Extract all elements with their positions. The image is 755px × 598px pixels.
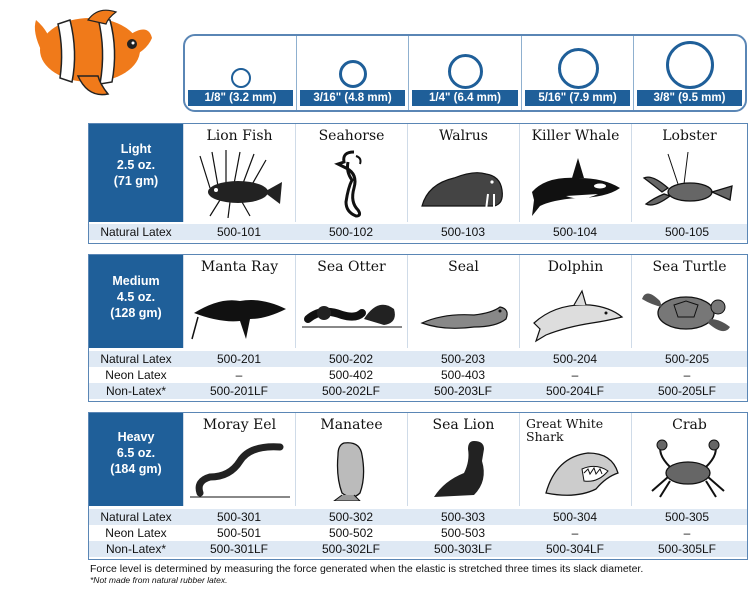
row-label: Natural Latex (100, 225, 172, 239)
lion-fish-icon (190, 148, 290, 218)
manatee-icon (302, 437, 402, 501)
row-label: Neon Latex (105, 526, 167, 540)
size-cell (409, 36, 522, 110)
animal-name: Great White Shark (526, 416, 604, 444)
sea-lion-icon (414, 437, 514, 501)
size-cell (297, 36, 409, 110)
force-level-weight: 2.5 oz. (116, 158, 156, 172)
table-row (89, 509, 747, 525)
animal-column (631, 413, 747, 506)
size-cell (634, 36, 745, 110)
product-code: 500-205 (664, 352, 710, 366)
table-row (89, 383, 747, 399)
size-label: 5/16" (7.9 mm) (525, 90, 630, 106)
manta-ray-icon (190, 279, 290, 343)
product-code: 500-202LF (321, 384, 381, 398)
table-row (89, 351, 747, 367)
table-row (89, 525, 747, 541)
product-code: 500-201LF (209, 384, 269, 398)
animal-name: Killer Whale (531, 128, 620, 144)
product-code: 500-201 (216, 352, 262, 366)
product-code: 500-203LF (433, 384, 493, 398)
product-code: 500-105 (664, 225, 710, 239)
product-code: 500-403 (440, 368, 486, 382)
product-code: 500-304LF (545, 542, 605, 556)
force-level-name: Light (120, 142, 152, 156)
animal-name: Sea Turtle (652, 259, 727, 275)
product-code: 500-302LF (321, 542, 381, 556)
crab-icon (638, 437, 738, 501)
animal-name: Crab (672, 417, 707, 433)
force-level-metric: (128 gm) (110, 306, 162, 320)
product-code: – (683, 526, 691, 540)
force-level-name: Heavy (117, 430, 155, 444)
medium-force-panel (88, 254, 748, 402)
clownfish-icon (28, 2, 156, 102)
force-level-metric: (71 gm) (113, 174, 159, 188)
animal-name: Seal (448, 259, 479, 275)
size-label: 1/8" (3.2 mm) (188, 90, 293, 106)
force-level-weight: 6.5 oz. (116, 446, 156, 460)
light-force-panel (88, 123, 748, 244)
footnote-note: *Not made from natural rubber latex. (90, 575, 228, 585)
row-label: Non-Latex* (105, 384, 167, 398)
great-white-shark-icon (526, 443, 626, 503)
size-cell (185, 36, 297, 110)
animal-column (407, 255, 519, 348)
walrus-icon (414, 148, 514, 218)
animal-column (631, 124, 747, 222)
product-code: – (683, 368, 691, 382)
product-code: 500-202 (328, 352, 374, 366)
product-code: – (571, 368, 579, 382)
row-label: Neon Latex (105, 368, 167, 382)
elastic-size-header (183, 34, 747, 112)
animal-column (183, 124, 295, 222)
force-level-weight: 4.5 oz. (116, 290, 156, 304)
row-label: Natural Latex (100, 352, 172, 366)
ring-icon (231, 68, 251, 88)
row-label: Non-Latex* (105, 542, 167, 556)
animal-column (183, 255, 295, 348)
ring-icon (558, 48, 599, 89)
product-code: 500-305LF (657, 542, 717, 556)
animal-column (519, 413, 631, 506)
killer-whale-icon (526, 148, 626, 218)
animal-name: Lion Fish (206, 128, 273, 144)
animal-name: Seahorse (318, 128, 385, 144)
animal-column (183, 413, 295, 506)
product-code: 500-101 (216, 225, 262, 239)
lobster-icon (638, 148, 738, 218)
dolphin-icon (526, 279, 626, 343)
size-cell (522, 36, 634, 110)
size-label: 3/16" (4.8 mm) (300, 90, 405, 106)
size-label: 1/4" (6.4 mm) (412, 90, 518, 106)
product-code: – (235, 368, 243, 382)
animal-name: Sea Lion (432, 417, 495, 433)
product-code: 500-502 (328, 526, 374, 540)
animal-name: Lobster (662, 128, 717, 144)
product-code: 500-103 (440, 225, 486, 239)
animal-column (519, 255, 631, 348)
animal-name: Sea Otter (317, 259, 386, 275)
product-code: 500-501 (216, 526, 262, 540)
product-code: 500-503 (440, 526, 486, 540)
footnote: Force level is determined by measuring the force generated when the elastic is stretched three times its slack diameter. (90, 563, 644, 575)
animal-name: Walrus (439, 128, 488, 144)
ring-icon (339, 60, 367, 88)
ring-icon (666, 41, 714, 89)
animal-column (295, 255, 407, 348)
animal-column (631, 255, 747, 348)
product-code: 500-301 (216, 510, 262, 524)
animal-name: Manatee (320, 417, 383, 433)
table-row (89, 224, 747, 240)
sea-otter-icon (302, 279, 402, 343)
animal-column (295, 413, 407, 506)
product-code: 500-301LF (209, 542, 269, 556)
table-row (89, 541, 747, 557)
product-code: – (571, 526, 579, 540)
animal-name: Manta Ray (200, 259, 279, 275)
force-level-label (89, 124, 183, 222)
animal-name: Moray Eel (202, 417, 277, 433)
seahorse-icon (302, 148, 402, 218)
ring-icon (448, 54, 483, 89)
heavy-force-panel (88, 412, 748, 560)
force-level-metric: (184 gm) (110, 462, 162, 476)
animal-column (407, 124, 519, 222)
sea-turtle-icon (638, 279, 738, 343)
moray-eel-icon (190, 437, 290, 501)
animal-column (519, 124, 631, 222)
force-level-label (89, 413, 183, 506)
product-code: 500-204 (552, 352, 598, 366)
animal-column (295, 124, 407, 222)
product-code: 500-304 (552, 510, 598, 524)
table-row (89, 367, 747, 383)
product-code: 500-303 (440, 510, 486, 524)
animal-column (407, 413, 519, 506)
product-code: 500-204LF (545, 384, 605, 398)
row-label: Natural Latex (100, 510, 172, 524)
product-code: 500-302 (328, 510, 374, 524)
force-level-name: Medium (112, 274, 160, 288)
product-code: 500-303LF (433, 542, 493, 556)
product-code: 500-104 (552, 225, 598, 239)
product-code: 500-402 (328, 368, 374, 382)
force-level-label (89, 255, 183, 348)
product-code: 500-203 (440, 352, 486, 366)
seal-icon (414, 279, 514, 343)
size-label: 3/8" (9.5 mm) (637, 90, 742, 106)
product-code: 500-102 (328, 225, 374, 239)
product-code: 500-305 (664, 510, 710, 524)
animal-name: Dolphin (547, 259, 604, 275)
product-code: 500-205LF (657, 384, 717, 398)
